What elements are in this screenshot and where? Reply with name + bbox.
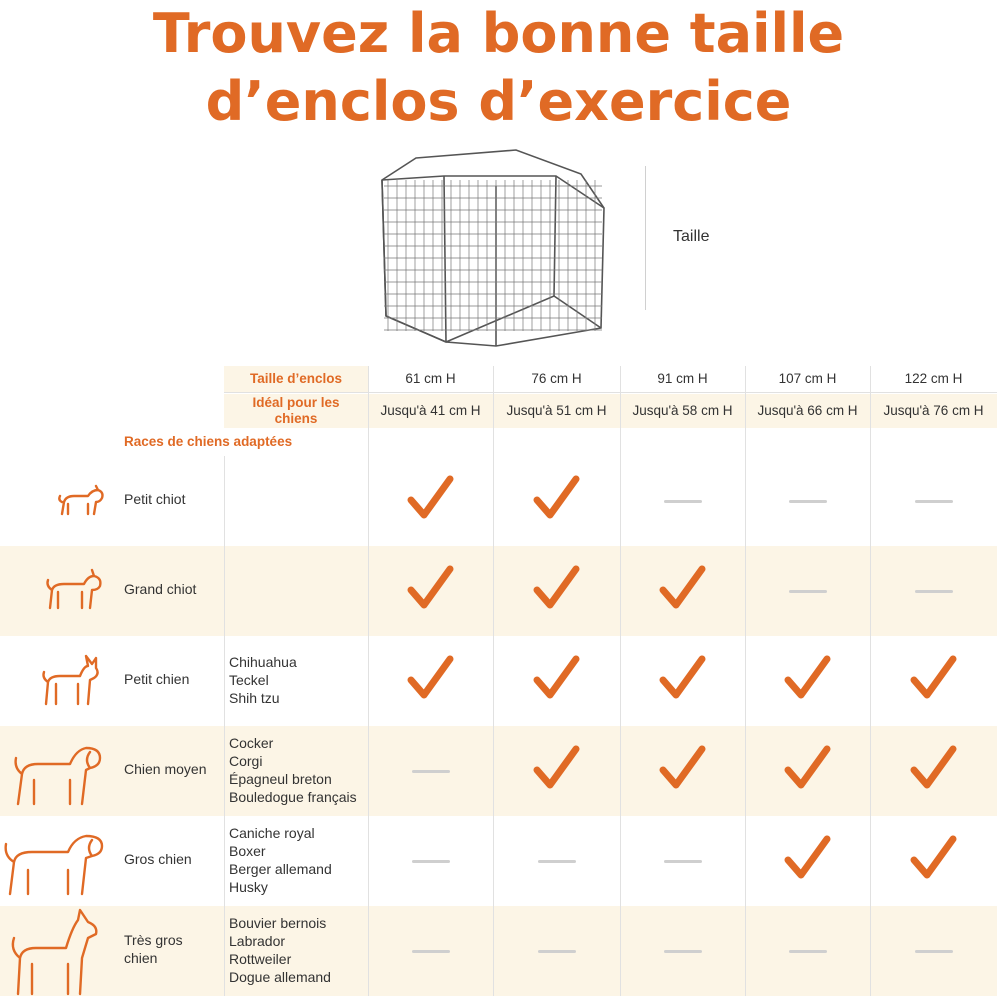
- breed-item: Chihuahua: [229, 654, 297, 670]
- dash-icon: [789, 590, 827, 593]
- breed-item: Cocker: [229, 735, 274, 751]
- check-icon: [531, 563, 583, 615]
- giant-dog-icon: [8, 908, 104, 1002]
- ideal-cell-1: Jusqu'à 41 cm H: [380, 403, 481, 418]
- breed-item: Rottweiler: [229, 951, 292, 967]
- breed-item: Bouledogue français: [229, 789, 357, 805]
- dash-icon: [789, 950, 827, 953]
- dash-icon: [538, 860, 576, 863]
- header-divider: [224, 392, 997, 393]
- section-label: Races de chiens adaptées: [124, 434, 293, 449]
- dash-icon: [412, 950, 450, 953]
- medium-dog-icon: [10, 738, 104, 812]
- dash-icon: [915, 500, 953, 503]
- check-icon: [405, 473, 457, 525]
- check-icon: [405, 653, 457, 705]
- dash-icon: [915, 950, 953, 953]
- page-title-line-1: Trouvez la bonne taille: [152, 2, 845, 65]
- page-title-line-2: d’enclos d’exercice: [205, 70, 792, 133]
- dash-icon: [412, 770, 450, 773]
- ideal-cell-3: Jusqu'à 58 cm H: [632, 403, 733, 418]
- row-name: Grand chiot: [124, 581, 197, 597]
- ideal-cell-4: Jusqu'à 66 cm H: [757, 403, 858, 418]
- ideal-header-label: Idéal pour les chiens: [252, 395, 340, 426]
- small-dog-icon: [40, 652, 100, 712]
- check-icon: [782, 653, 834, 705]
- check-icon: [531, 653, 583, 705]
- check-icon: [405, 563, 457, 615]
- breed-item: Boxer: [229, 843, 266, 859]
- check-icon: [782, 833, 834, 885]
- size-label: Taille: [673, 228, 710, 245]
- breed-item: Corgi: [229, 753, 263, 769]
- column-divider: [870, 366, 871, 996]
- column-divider: [620, 366, 621, 996]
- dash-icon: [915, 590, 953, 593]
- large-dog-icon: [2, 828, 106, 902]
- exercise-pen-image: [376, 146, 616, 352]
- check-icon: [657, 743, 709, 795]
- dash-icon: [664, 500, 702, 503]
- row-name: Gros chien: [124, 851, 192, 867]
- row-name: Très gros chien: [124, 932, 183, 966]
- breed-list: [229, 734, 357, 806]
- check-icon: [531, 473, 583, 525]
- size-header-label: Taille d’enclos: [249, 371, 343, 386]
- breed-item: Teckel: [229, 672, 269, 688]
- check-icon: [657, 653, 709, 705]
- column-divider: [493, 366, 494, 996]
- breed-list: [229, 914, 331, 986]
- row-name: Petit chiot: [124, 491, 186, 507]
- breed-item: Dogue allemand: [229, 969, 331, 985]
- size-cell-3: 91 cm H: [657, 371, 708, 386]
- dash-icon: [412, 860, 450, 863]
- dash-icon: [664, 950, 702, 953]
- column-divider: [745, 366, 746, 996]
- column-divider: [368, 366, 369, 996]
- check-icon: [657, 563, 709, 615]
- breed-item: Épagneul breton: [229, 771, 332, 787]
- row-name: Chien moyen: [124, 761, 207, 777]
- check-icon: [908, 653, 960, 705]
- ideal-cell-5: Jusqu'à 76 cm H: [883, 403, 984, 418]
- breed-item: Bouvier bernois: [229, 915, 327, 931]
- check-icon: [908, 743, 960, 795]
- dash-icon: [538, 950, 576, 953]
- breed-item: Shih tzu: [229, 690, 280, 706]
- ideal-cell-2: Jusqu'à 51 cm H: [506, 403, 607, 418]
- column-divider: [224, 456, 225, 996]
- size-cell-1: 61 cm H: [405, 371, 456, 386]
- breed-item: Caniche royal: [229, 825, 315, 841]
- dash-icon: [664, 860, 702, 863]
- breed-item: Husky: [229, 879, 268, 895]
- breed-list: [229, 653, 297, 707]
- size-cell-4: 107 cm H: [778, 371, 837, 386]
- breed-item: Labrador: [229, 933, 286, 949]
- height-indicator-line: [645, 166, 646, 310]
- check-icon: [908, 833, 960, 885]
- size-cell-5: 122 cm H: [904, 371, 963, 386]
- check-icon: [531, 743, 583, 795]
- size-cell-2: 76 cm H: [531, 371, 582, 386]
- puppy-large-icon: [44, 568, 104, 616]
- check-icon: [782, 743, 834, 795]
- dash-icon: [789, 500, 827, 503]
- breed-list: [229, 824, 332, 896]
- puppy-small-icon: [56, 484, 106, 522]
- row-name: Petit chien: [124, 671, 190, 687]
- breed-item: Berger allemand: [229, 861, 332, 877]
